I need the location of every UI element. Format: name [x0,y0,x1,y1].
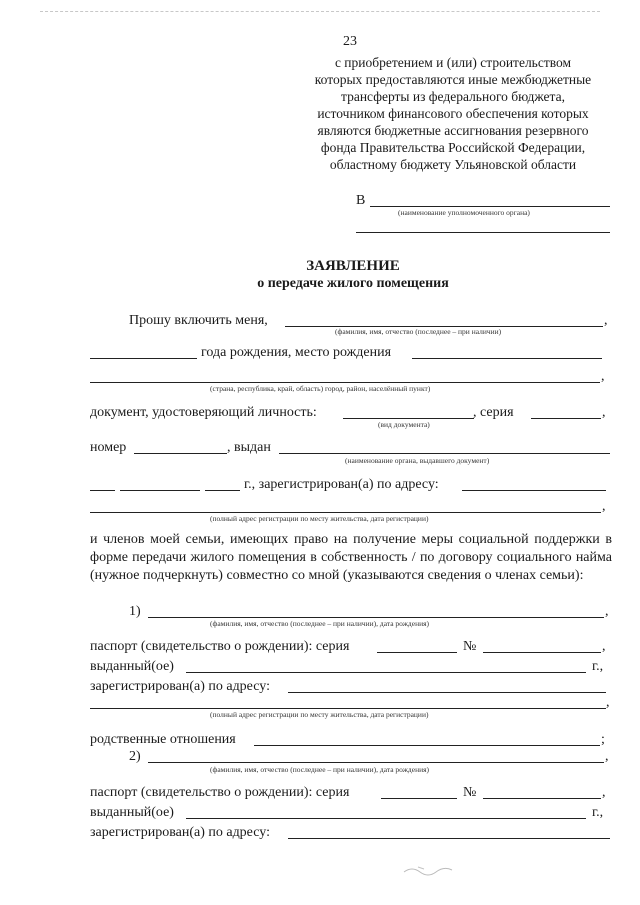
member-2-fio-field[interactable] [148,762,604,763]
member-2-series-field[interactable] [381,798,457,799]
member-1-registered-label: зарегистрирован(а) по адресу: [90,679,270,694]
birth-place-field[interactable] [412,358,602,359]
scan-mark-icon [400,860,460,880]
member-2-issued-label: выданный(ое) [90,805,174,820]
member-1-fio-caption: (фамилия, имя, отчество (последнее – при наличии), дата рождения) [210,619,430,628]
header-line-2: которых предоставляются иные межбюджетные [314,72,592,87]
member-1-number-field[interactable] [483,652,601,653]
document-number-field[interactable] [134,453,227,454]
member-2-address-field[interactable] [288,838,610,839]
member-1-year-suffix: г., [592,659,604,674]
member-2-number-sign: № [463,785,477,800]
document-series-field[interactable] [531,418,601,419]
series-label: , серия [473,405,514,420]
registration-address-caption: (полный адрес регистрации по месту жительства, дата регистрации) [210,514,429,523]
applicant-fio-caption: (фамилия, имя, отчество (последнее – при наличии) [335,327,502,336]
member-2-registered-label: зарегистрирован(а) по адресу: [90,825,270,840]
header-line-4: источником финансового обеспечения которых [317,106,589,121]
member-1-issued-label: выданный(ое) [90,659,174,674]
header-line-7: областному бюджету Ульяновской области [329,157,577,172]
document-issuer-caption: (наименование органа, выдавшего документ) [345,456,490,465]
issue-year-field[interactable] [205,490,240,491]
member-2-number-field[interactable] [483,798,601,799]
birth-label: года рождения, место рождения [201,345,392,360]
document-label: документ, удостоверяющий личность: [90,405,317,420]
number-label: номер [90,440,127,455]
request-label: Прошу включить меня, [129,313,268,328]
addressee-field-2[interactable] [356,232,610,233]
member-2-fio-caption: (фамилия, имя, отчество (последнее – при наличии), дата рождения) [210,765,430,774]
registered-label: г., зарегистрирован(а) по адресу: [244,477,439,492]
addressee-caption: (наименование уполномоченного органа) [398,208,530,217]
member-1-address-field[interactable] [288,692,606,693]
member-1-relation-field[interactable] [254,745,600,746]
issued-label: , выдан [227,440,271,455]
document-title: ЗАЯВЛЕНИЕ [306,258,400,274]
member-2-issuer-field[interactable] [186,818,586,819]
document-type-caption: (вид документа) [378,420,430,429]
birth-place-field-2[interactable] [90,382,600,383]
family-paragraph: и членов моей семьи, имеющих право на получение меры социальной поддержки в форме передачи жилого помещения в собственность / по договору социального найма (нужное подчеркнуть) совместно со мной (указываются сведения о членах семьи): [90,532,612,583]
scan-artifact-line [40,11,600,12]
member-1-fio-field[interactable] [148,617,604,618]
member-1-number-sign: № [463,639,477,654]
member-2-passport-label: паспорт (свидетельство о рождении): серия [90,785,350,800]
document-subtitle: о передаче жилого помещения [257,276,449,291]
issue-day-field[interactable] [90,490,115,491]
member-2-year-suffix: г., [592,805,604,820]
addressee-prefix: В [356,193,366,208]
member-1-passport-label: паспорт (свидетельство о рождении): серия [90,639,350,654]
member-1-address-caption: (полный адрес регистрации по месту жительства, дата регистрации) [210,710,429,719]
header-line-5: являются бюджетные ассигнования резервного [317,123,589,138]
member-2-number: 2) [129,749,141,764]
member-1-issuer-field[interactable] [186,672,586,673]
header-line-3: трансферты из федерального бюджета, [341,89,565,104]
registration-address-field[interactable] [462,490,606,491]
member-1-series-field[interactable] [377,652,457,653]
issue-month-field[interactable] [120,490,200,491]
document-issuer-field[interactable] [279,453,610,454]
document-type-field[interactable] [343,418,474,419]
member-1-number: 1) [129,604,141,619]
header-line-6: фонда Правительства Российской Федерации, [320,140,586,155]
birth-place-caption: (страна, республика, край, область) город, район, населённый пункт) [210,384,431,393]
addressee-field[interactable] [370,206,610,207]
member-1-address-field-2[interactable] [90,708,606,709]
registration-address-field-2[interactable] [90,512,601,513]
page-number: 23 [343,34,357,49]
header-line-1: с приобретением и (или) строительством [334,55,572,70]
birth-year-field[interactable] [90,358,197,359]
member-1-relation-label: родственные отношения [90,732,236,747]
